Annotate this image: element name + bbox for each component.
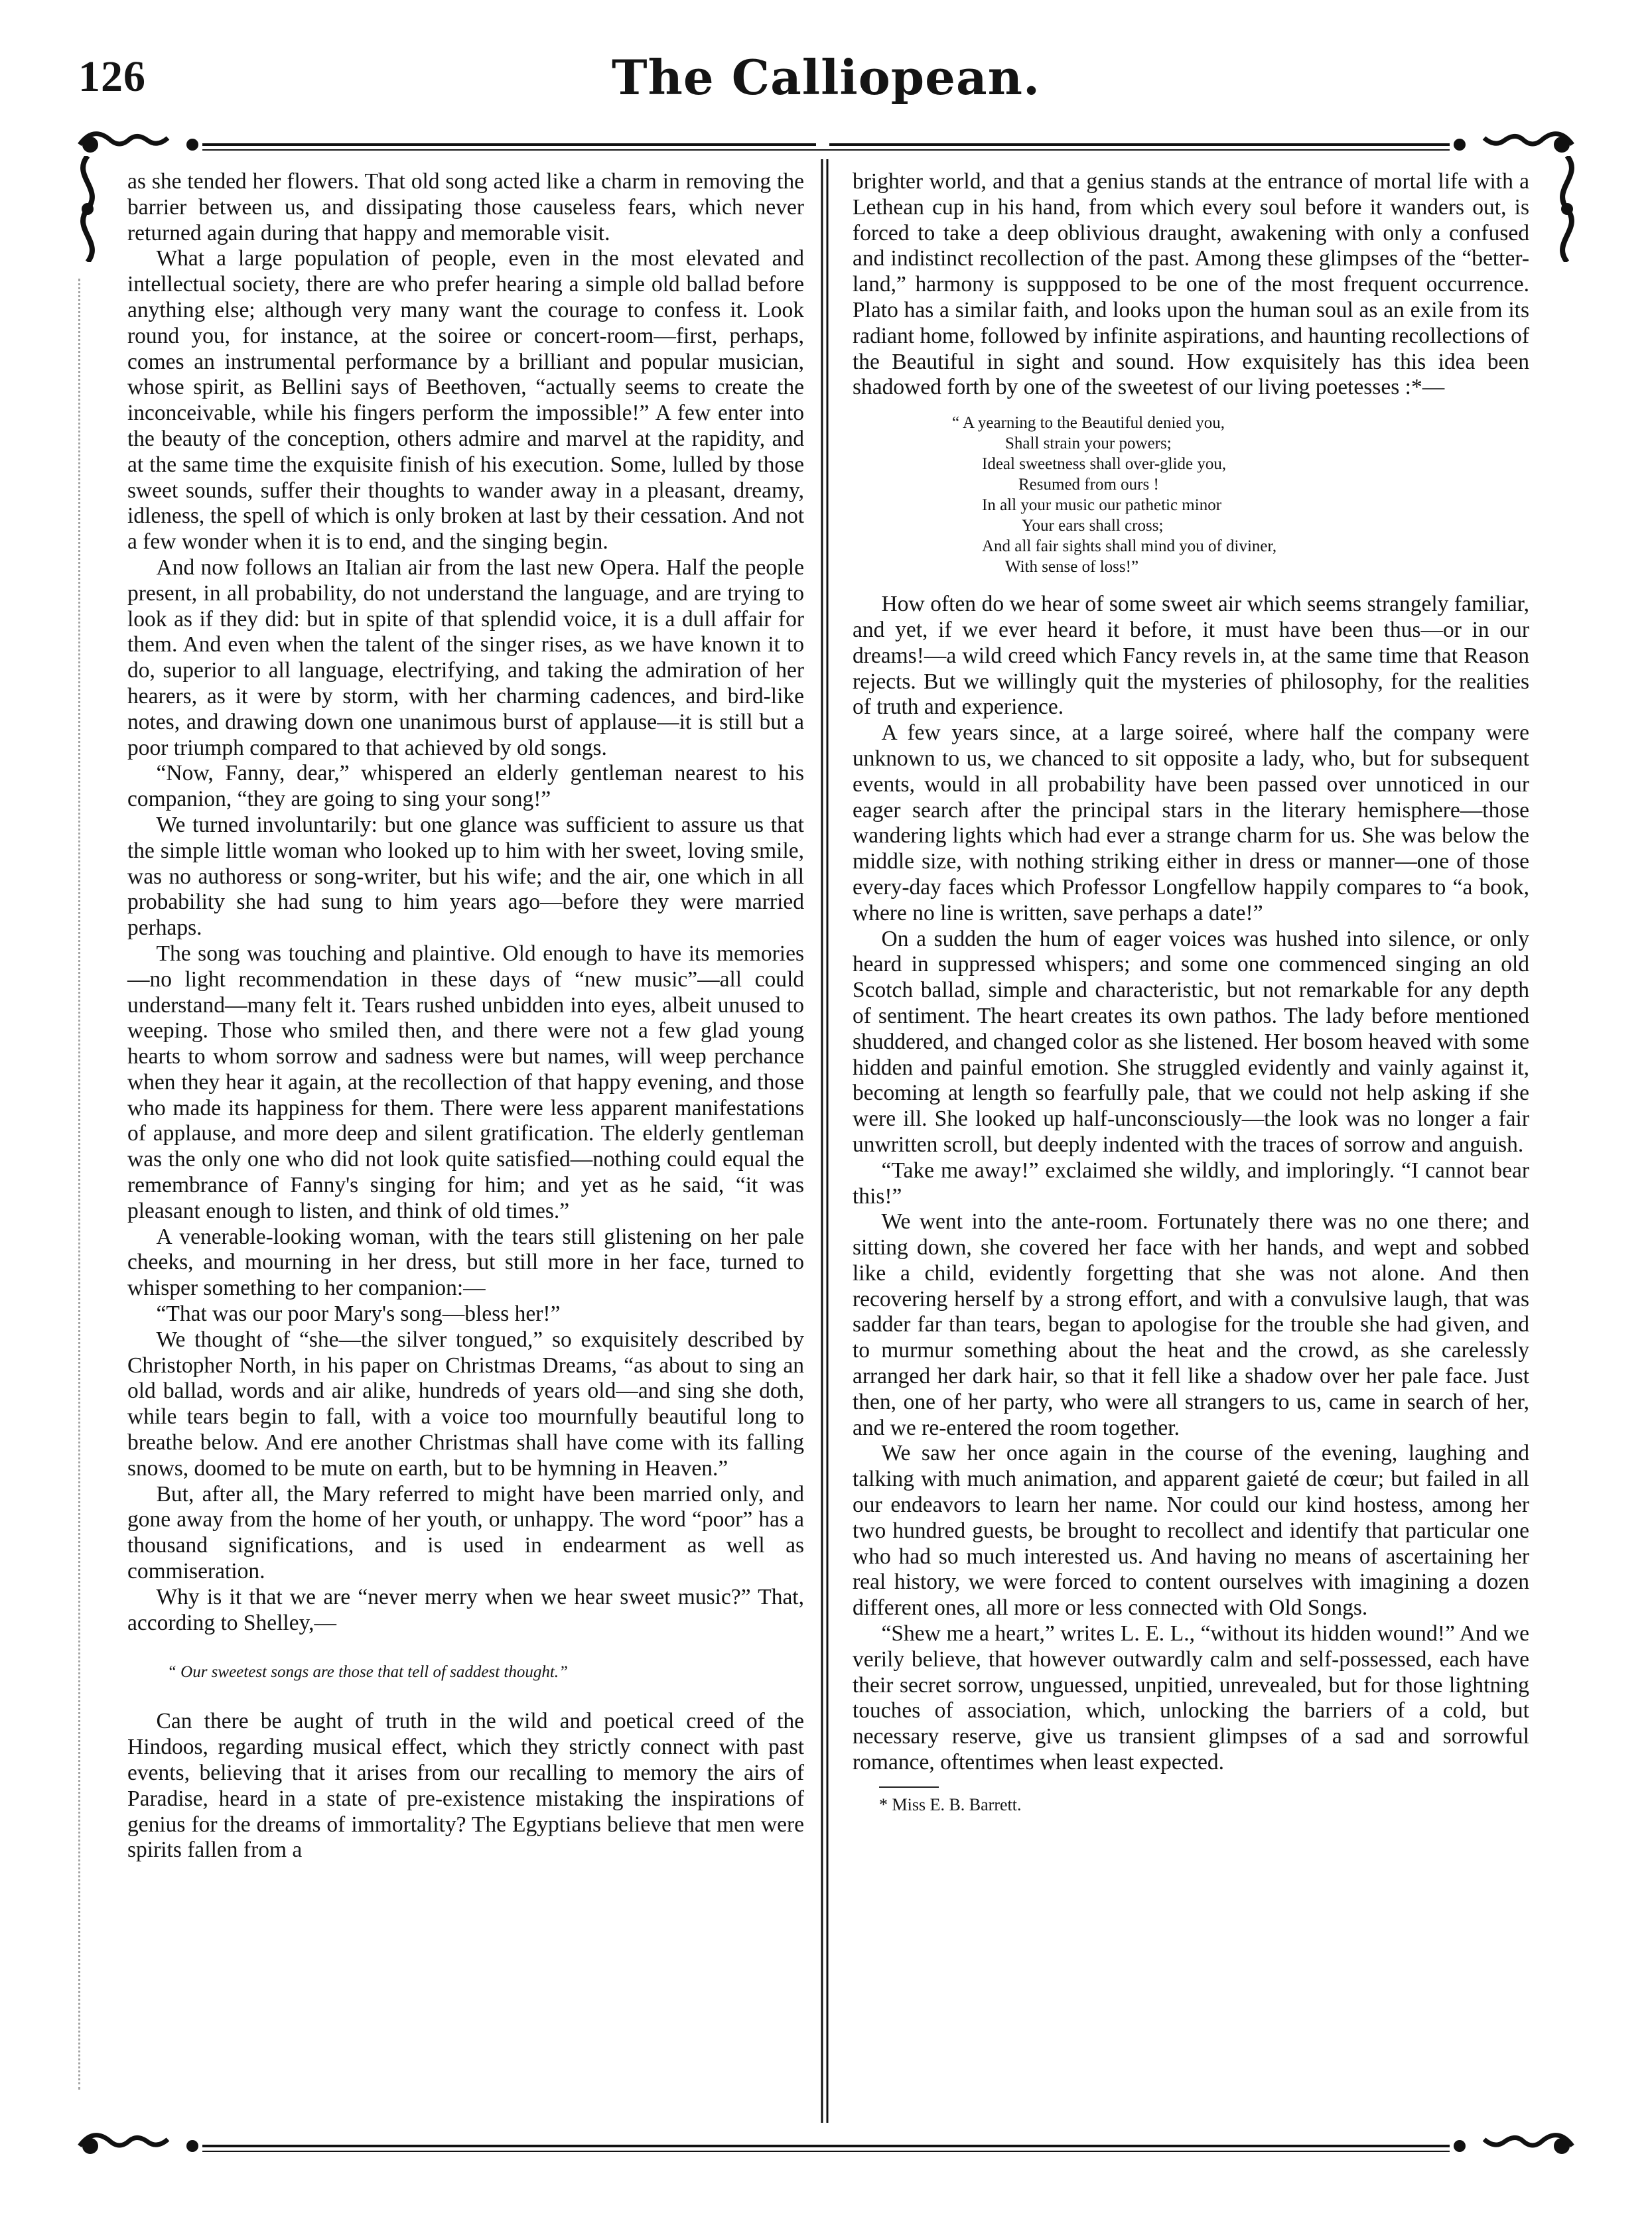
right-flourish-ornament xyxy=(1551,156,1583,262)
left-margin-rule xyxy=(78,279,87,2090)
paragraph: How often do we hear of some sweet air which seems strangely familiar, and yet, if we ever heard it before, it must have been thus—or in our dreams!—a wild creed which Fancy revels in, at the same time that Reason rejects. But we willingly quit the mysteries of philosophy, for the realities of truth and experience. xyxy=(853,592,1529,720)
poem-line: Shall strain your powers; xyxy=(1005,435,1172,453)
paragraph: “Take me away!” exclaimed she wildly, and imploringly. “I cannot bear this!” xyxy=(853,1158,1529,1209)
paragraph: Can there be aught of truth in the wild and poetical creed of the Hindoos, regarding musical effect, which they strictly connect with past events, believing that it arises from our recalling to memory the airs of Paradise, heard in a state of pre-existence mistaking the inspirations of genius for the dreams of immortality? The Egyptians believe that men were spirits fallen from a xyxy=(127,1709,804,1863)
paragraph: A few years since, at a large soireé, where half the company were unknown to us, we chanced to sit opposite a lady, who, but for subsequent events, would in all probability have been passed over unnoticed in our eager search after the principal stars in the literary hemisphere—those wandering lights which had ever a strange charm for us. She was below the middle size, with nothing striking either in dress or manner—one of those every-day faces which Professor Longfellow happily compares to “a book, where no line is written, save perhaps a date!” xyxy=(853,720,1529,925)
paragraph: On a sudden the hum of eager voices was hushed into silence, or only heard in suppressed whispers; and some one commenced singing an old Scotch ballad, simple and characteristic, but not remarkable for any depth of sentiment. The heart creates its own pathos. The lady before mentioned shuddered, and changed color as she listened. Her bosom heaved with some hidden and painful emotion. She struggled evidently and vainly against it, becoming at length so fearfully pale, that we could not help asking if she were ill. She looked up half-unconsciously—the look was no longer a fair unwritten scroll, but deeply indented with the traces of sorrow and anguish. xyxy=(853,926,1529,1157)
poem-line: Ideal sweetness shall over-glide you, xyxy=(982,455,1227,474)
footnote: * Miss E. B. Barrett. xyxy=(879,1794,1022,1814)
paragraph: We thought of “she—the silver tongued,” so exquisitely described by Christopher North, in his paper on Christmas Dreams, “as about to sing an old ballad, words and air alike, hundreds of years old—and sing she doth, while tears begin to fall, with a voice too mournfully beautiful long to breathe below. And ere another Christmas shall have come with its falling snows, doomed to be mute on earth, but to be hymning in Heaven.” xyxy=(127,1327,804,1481)
paragraph: A venerable-looking woman, with the tears still glistening on her pale cheeks, and mourning in her dress, but still more in her face, turned to whisper something to her companion:— xyxy=(127,1224,804,1301)
poem-line: In all your music our pathetic minor xyxy=(982,496,1222,515)
paragraph: And now follows an Italian air from the last new Opera. Half the people present, in all probability, do not understand the language, and are trying to look as if they did: but in spite of that splendid voice, it is a dull affair for them. And even when the talent of the singer rises, as we have known it to do, superior to all language, electrifying, and taking the admiration of her hearers, as it were by storm, with her charming cadences, and bird-like notes, and drawing down one unanimous burst of applause—it is still but a poor triumph compared to that achieved by old songs. xyxy=(127,555,804,760)
column-divider xyxy=(820,159,829,2123)
poem-line: Your ears shall cross; xyxy=(1022,517,1164,535)
bottom-ornamental-rule xyxy=(73,2119,1579,2173)
paragraph: Why is it that we are “never merry when we hear sweet music?” That, according to Shelley,— xyxy=(127,1584,804,1635)
page-number: 126 xyxy=(78,52,146,101)
footnote-rule xyxy=(879,1786,939,1788)
paragraph: We saw her once again in the course of the evening, laughing and talking with much animation, and apparent gaieté de cœur; but failed in all our endeavors to learn her name. Nor could our kind hostess, among her two hundred guests, be brought to recollect and identify that particular one who had so much interested us. And having no means of ascertaining her real history, we were forced to content ourselves with imagining a dozen different ones, all more or less connected with Old Songs. xyxy=(853,1441,1529,1621)
paragraph: “Shew me a heart,” writes L. E. L., “without its hidden wound!” And we verily believe, that however outwardly calm and self-possessed, each have their secret sorrow, unguessed, unpitied, unrevealed, but for those lightning touches of association, which, unlocking the barriers of a cold, but necessary reserve, give us transient glimpses of a sad and sorrowful romance, oftentimes when least expected. xyxy=(853,1621,1529,1775)
paragraph: But, after all, the Mary referred to might have been married only, and gone away from the home of her youth, or unhappy. The word “poor” has a thousand significations, and is used in endearment as well as commiseration. xyxy=(127,1481,804,1584)
poem-line: “ A yearning to the Beautiful denied you, xyxy=(952,414,1225,433)
paragraph: “Now, Fanny, dear,” whispered an elderly gentleman nearest to his companion, “they are going to sing your song!” xyxy=(127,761,804,812)
poem-block xyxy=(853,413,1529,577)
masthead-title: The Calliopean. xyxy=(611,49,1041,105)
paragraph: We turned involuntarily: but one glance was sufficient to assure us that the simple little woman who looked up to him with her sweet, loving smile, was no authoress or song-writer, but his wife; and the air, one which in all probability she had sung to him years ago—before they were married perhaps. xyxy=(127,812,804,941)
poem-line: And all fair sights shall mind you of diviner, xyxy=(982,537,1277,556)
poem-line: Resumed from ours ! xyxy=(1018,476,1159,494)
poem-line: With sense of loss!” xyxy=(1005,558,1139,576)
paragraph: We went into the ante-room. Fortunately there was no one there; and sitting down, she covered her face with her hands, and wept and sobbed like a child, evidently forgetting that she was not alone. And then recovering herself by a strong effort, and with a convulsive laugh, that was sadder far than tears, began to apologise for the trouble she had given, and to murmur something about the heat and the crowd, as she carelessly arranged her dark hair, so that it fell like a shadow over her pale face. Just then, one of her party, who were all strangers to us, came in search of her, and we re-entered the room together. xyxy=(853,1209,1529,1440)
left-column xyxy=(127,169,804,1863)
paragraph: The song was touching and plaintive. Old enough to have its memories—no light recommendation in these days of “new music”—all could understand—many felt it. Tears rushed unbidden into eyes, albeit unused to weeping. Those who smiled then, and there were not a few glad young hearts to whom sorrow and sadness were but names, will weep perchance when they hear it again, at the recollection of that happy evening, and those who made its happiness for them. There were less apparent manifestations of applause, and more deep and silent gratification. The elderly gentleman was the only one who did not look quite satisfied—nothing could equal the remembrance of Fanny's singing for him; and yet as he said, “it was pleasant enough to listen, and think of old times.” xyxy=(127,941,804,1223)
shelley-quote: “ Our sweetest songs are those that tell of saddest thought.” xyxy=(167,1663,568,1682)
paragraph: “That was our poor Mary's song—bless her!” xyxy=(156,1302,561,1327)
paragraph: brighter world, and that a genius stands at the entrance of mortal life with a Lethean cup in his hand, from which every soul before it wanders out, is forced to take a deep oblivious draught, awakening with only a confused and indistinct recollection of the past. Among these glimpses of the “better-land,” harmony is suppposed to be one of the most frequent occurrence. Plato has a similar faith, and looks upon the human soul as an exile from its radiant home, followed by infinite aspirations, and haunting recollections of the Beautiful in sight and sound. How exquisitely has this idea been shadowed forth by one of the sweetest of our living poetesses :*— xyxy=(853,169,1529,400)
paragraph: as she tended her flowers. That old song acted like a charm in removing the barrier between us, and dissipating those causeless fears, which never returned again during that happy and memorable visit. xyxy=(127,169,804,245)
right-column xyxy=(853,169,1529,1816)
left-flourish-ornament xyxy=(72,156,103,262)
paragraph: What a large population of people, even in the most elevated and intellectual society, there are who prefer hearing a simple old ballad before anything else; although very many want the courage to confess it. Look round you, for instance, at the soiree or concert-room—first, perhaps, comes an instrumental performance by a brilliant and popular musician, whose spirit, as Bellini says of Beethoven, “actually seems to create the inconceivable, while his fingers perform the impossible!” A few enter into the beauty of the conception, others admire and marvel at the rapidity, and at the same time the exquisite finish of his execution. Some, lulled by those sweet sounds, suffer their thoughts to wander away in a pleasant, dreamy, idleness, the spell of which is only broken at last by their cessation. And not a few wonder when it is to end, and the singing begin. xyxy=(127,246,804,555)
